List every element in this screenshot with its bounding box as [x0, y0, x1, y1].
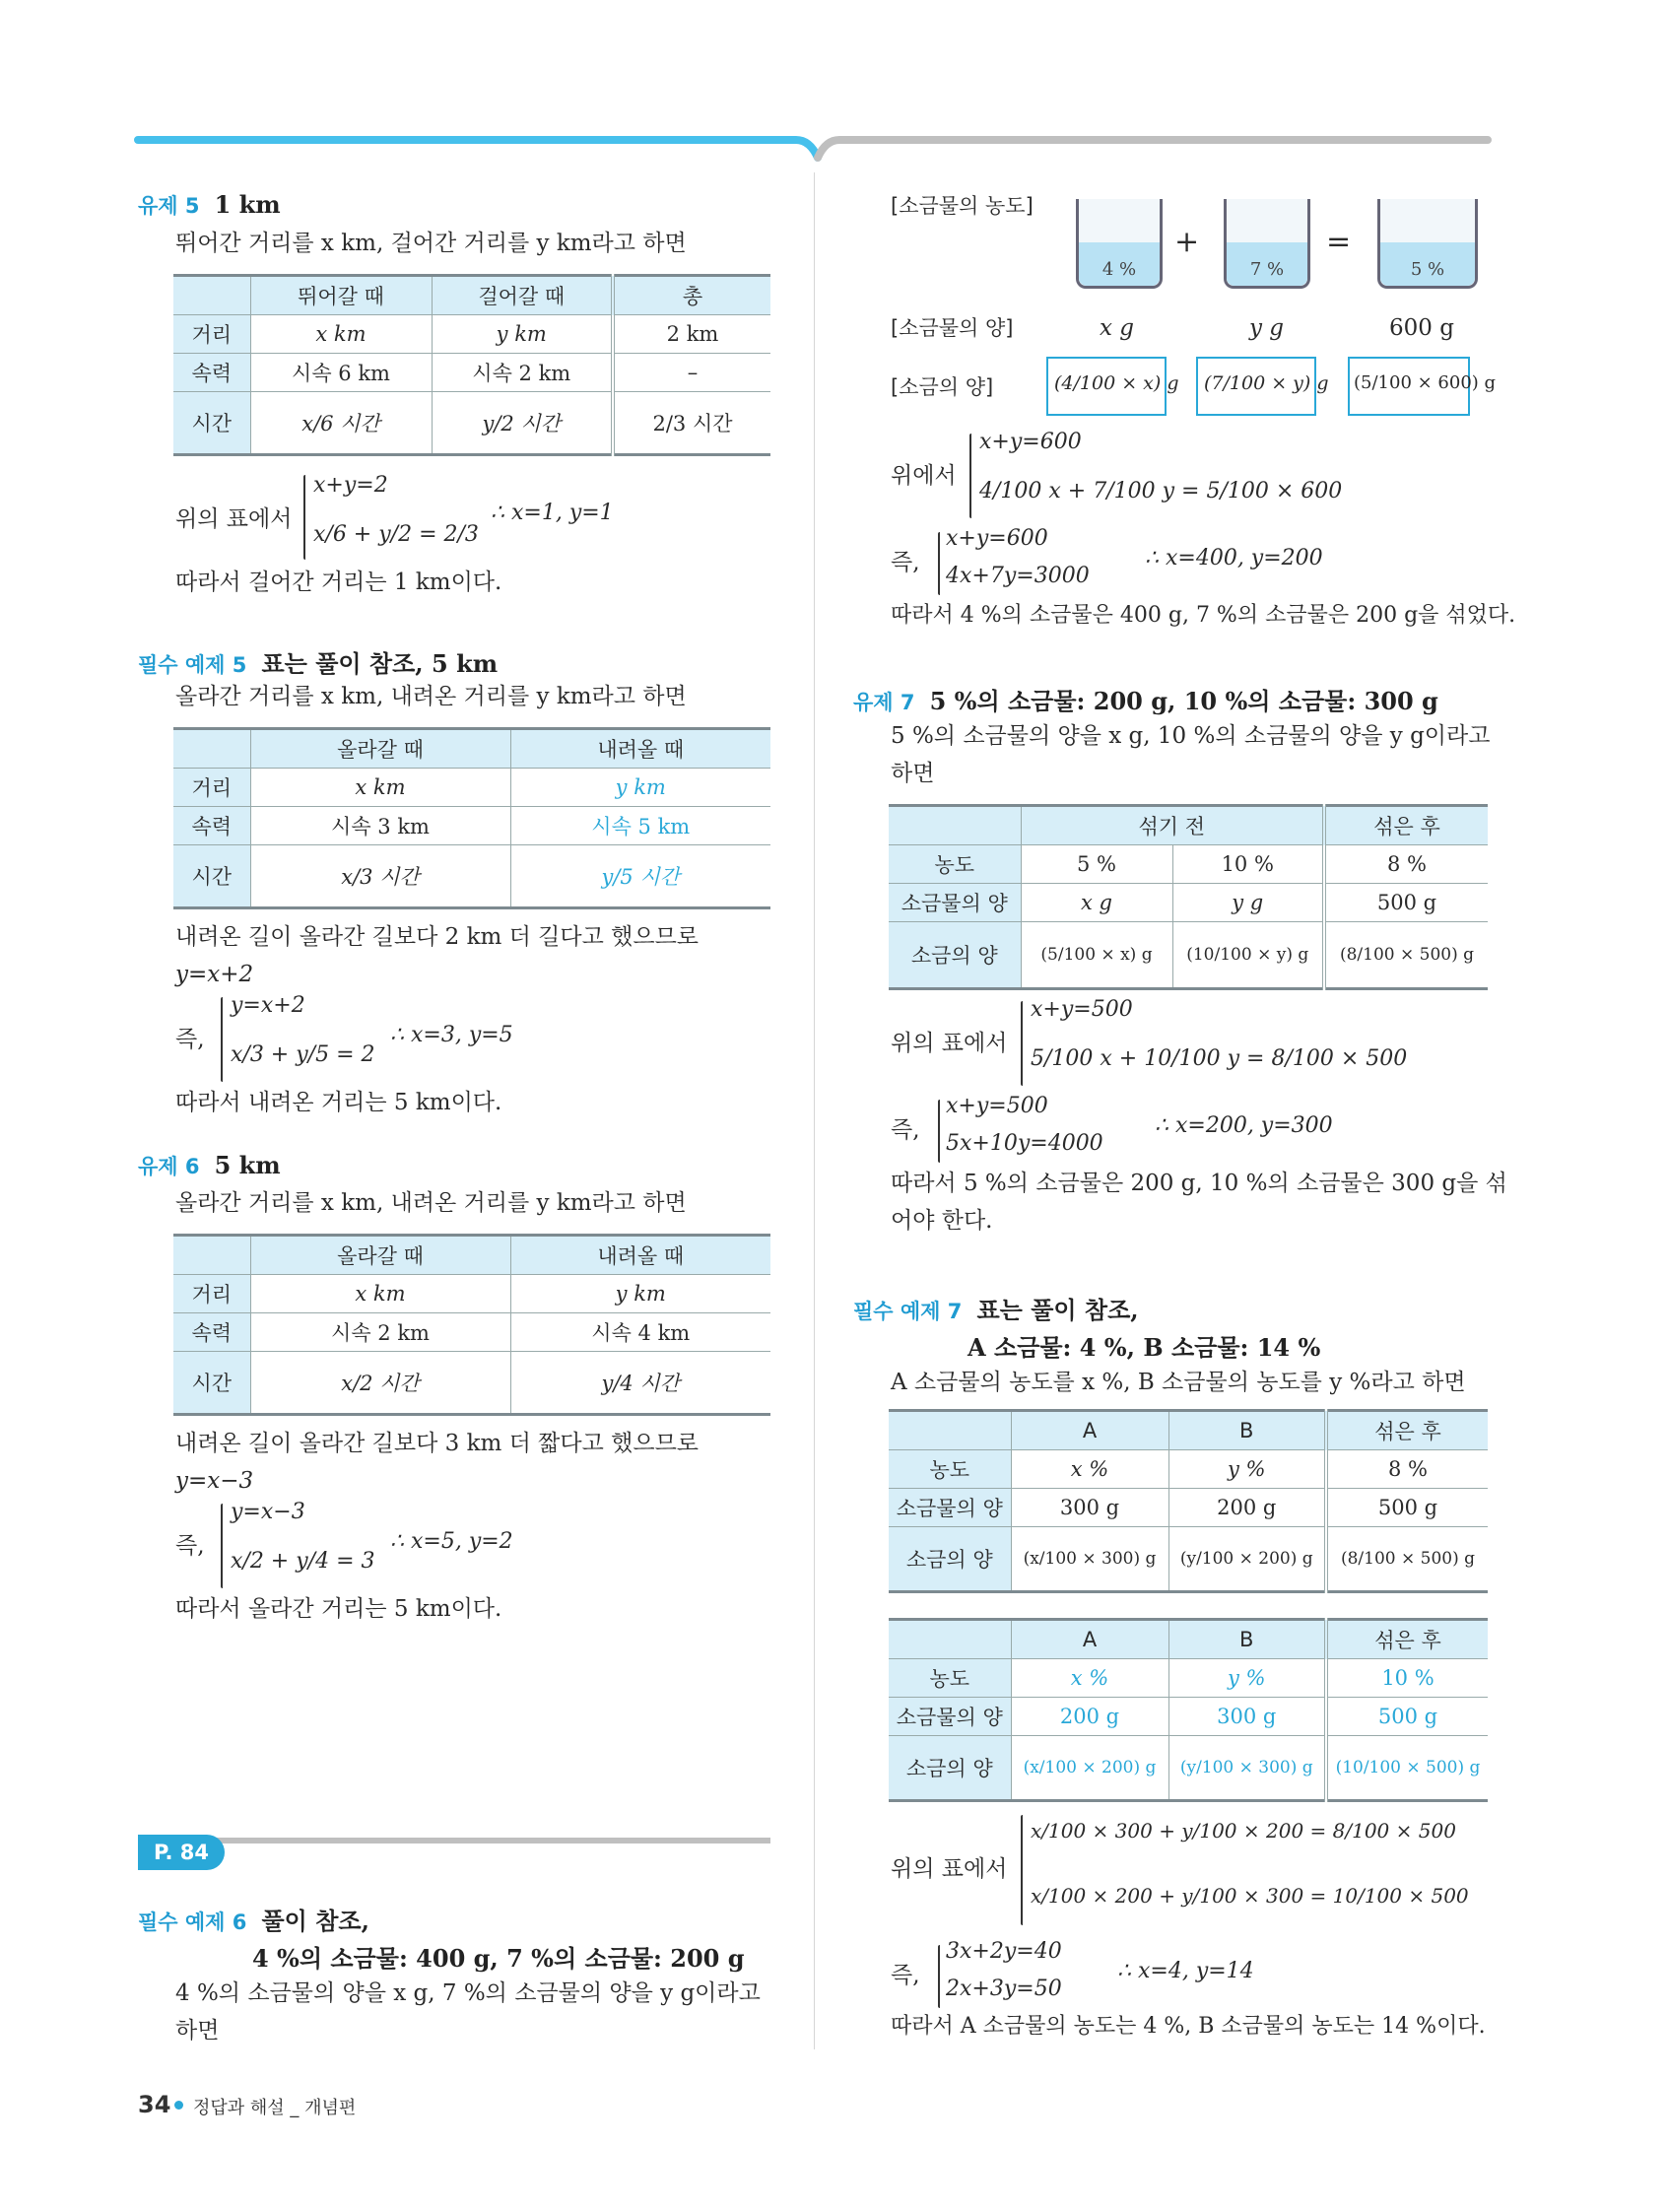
beaker-amount-b: y g — [1249, 315, 1285, 341]
req7-heading — [853, 1291, 1139, 1325]
req7-t2-r2-c1: (x/100 × 200) g — [1011, 1736, 1168, 1801]
req6-answer-line2: 4 %의 소금물: 400 g, 7 %의 소금물: 200 g — [252, 1944, 745, 1973]
ex5-r1-c2: 시속 2 km — [432, 354, 613, 392]
ex6-eq2: x/2 + y/4 = 3 — [231, 1549, 375, 1574]
ex6-heading — [138, 1151, 281, 1180]
req5-answer: 표는 풀이 참조, 5 km — [261, 649, 499, 678]
req5-label: 필수 예제 5 — [138, 653, 247, 677]
page-tab: P. 84 — [138, 1835, 225, 1870]
req7-conclusion: 따라서 A 소금물의 농도는 4 %, B 소금물의 농도는 14 %이다. — [891, 2014, 1486, 2039]
req5-r2-c2: y/5 시간 — [510, 845, 770, 908]
req7-eq3: 3x+2y=40 — [946, 1939, 1062, 1964]
req6-intro1: 4 %의 소금물의 양을 x g, 7 %의 소금물의 양을 y g이라고 — [175, 1980, 761, 2006]
ex7-r2-c2: (10/100 × y) g — [1172, 922, 1324, 989]
req5-r0-c1: x km — [250, 769, 510, 807]
beaker-result: ∴ x=400, y=200 — [1145, 546, 1323, 570]
req7-t1-th-2: B — [1168, 1411, 1326, 1450]
beaker-amount-mix: 600 g — [1389, 315, 1454, 341]
ex6-r2-c0: 시간 — [173, 1352, 250, 1415]
ex5-th-0 — [173, 276, 250, 315]
req7-t2-r0-c3: 10 % — [1326, 1659, 1488, 1698]
req5-r0-c2: y km — [510, 769, 770, 807]
ex6-table — [173, 1234, 770, 1416]
ex6-th-0 — [173, 1236, 250, 1275]
ex7-r0-c3: 8 % — [1324, 845, 1488, 884]
ex5-conclusion: 따라서 걸어간 거리는 1 km이다. — [175, 570, 502, 595]
beaker-mix — [1377, 199, 1478, 289]
ex5-eq2: x/6 + y/2 = 2/3 — [313, 522, 479, 547]
beaker-brace1 — [969, 434, 971, 518]
req7-t2-r0-c1: x % — [1011, 1659, 1168, 1698]
req6-intro2: 하면 — [175, 2018, 220, 2044]
req5-th-1: 올라갈 때 — [250, 729, 510, 769]
req7-t2-th-3: 섞은 후 — [1326, 1620, 1488, 1659]
req7-t2-th-0 — [889, 1620, 1011, 1659]
beaker-plus: + — [1174, 225, 1200, 259]
req7-t1-r2-c1: (x/100 × 300) g — [1011, 1527, 1168, 1592]
beaker-a — [1076, 199, 1163, 289]
ex6-th-1: 올라갈 때 — [250, 1236, 510, 1275]
req5-intro: 올라간 거리를 x km, 내려온 거리를 y km라고 하면 — [175, 684, 687, 709]
req7-answer-line1: 표는 풀이 참조, — [976, 1296, 1139, 1324]
req5-brace — [221, 997, 223, 1082]
ex7-eq4: 5x+10y=4000 — [946, 1131, 1103, 1156]
ex5-intro: 뛰어간 거리를 x km, 걸어간 거리를 y km라고 하면 — [175, 231, 687, 256]
req7-t1-r0-c3: 8 % — [1326, 1450, 1488, 1489]
ex7-table — [889, 804, 1488, 990]
beaker-conclusion: 따라서 4 %의 소금물은 400 g, 7 %의 소금물은 200 g을 섞었다. — [891, 603, 1516, 628]
footer-page-number: 34 — [138, 2091, 171, 2118]
req5-th-0 — [173, 729, 250, 769]
req7-t2-r1-c3: 500 g — [1326, 1698, 1488, 1736]
ex7-r0-c1: 5 % — [1021, 845, 1172, 884]
req5-heading — [138, 644, 498, 679]
req7-t1-r1-c0: 소금물의 양 — [889, 1489, 1011, 1527]
ex7-conclusion1: 따라서 5 %의 소금물은 200 g, 10 %의 소금물은 300 g을 섞 — [891, 1171, 1507, 1196]
req7-table1 — [889, 1409, 1488, 1593]
ex6-line2: y=x−3 — [175, 1468, 254, 1494]
ex7-eq1: x+y=500 — [1031, 997, 1133, 1022]
beaker-eq1: x+y=600 — [979, 430, 1082, 454]
header-band — [0, 0, 1668, 177]
req7-t2-r1-c0: 소금물의 양 — [889, 1698, 1011, 1736]
ex5-label: 유제 5 — [138, 194, 200, 218]
ex5-r2-c0: 시간 — [173, 392, 250, 455]
req5-sys-prefix: 즉, — [175, 1027, 205, 1052]
req5-th-2: 내려올 때 — [510, 729, 770, 769]
ex6-label: 유제 6 — [138, 1155, 200, 1178]
ex5-r0-c2: y km — [432, 315, 613, 354]
ex6-result: ∴ x=5, y=2 — [390, 1529, 513, 1554]
ex5-heading — [138, 190, 281, 220]
req7-t1-r0-c1: x % — [1011, 1450, 1168, 1489]
ex6-brace — [221, 1504, 223, 1588]
req7-t2-r0-c2: y % — [1168, 1659, 1326, 1698]
ex7-r0-c0: 농도 — [889, 845, 1021, 884]
ex6-r2-c2: y/4 시간 — [510, 1352, 770, 1415]
ex7-eq2: 5/100 x + 10/100 y = 8/100 × 500 — [1031, 1046, 1408, 1071]
req7-t1-r1-c1: 300 g — [1011, 1489, 1168, 1527]
ex7-r1-c0: 소금물의 양 — [889, 884, 1021, 922]
ex5-r2-c3: 2/3 시간 — [613, 392, 770, 455]
req7-t1-th-1: A — [1011, 1411, 1168, 1450]
beaker-a-pct: 4 % — [1101, 259, 1137, 280]
req5-r1-c0: 속력 — [173, 807, 250, 845]
req7-result: ∴ x=4, y=14 — [1117, 1959, 1254, 1983]
ex6-answer: 5 km — [214, 1151, 281, 1179]
req7-t2-r0-c0: 농도 — [889, 1659, 1011, 1698]
ex7-intro1: 5 %의 소금물의 양을 x g, 10 %의 소금물의 양을 y g이라고 — [891, 723, 1491, 749]
ex6-r0-c1: x km — [250, 1275, 510, 1313]
req7-intro: A 소금물의 농도를 x %, B 소금물의 농도를 y %라고 하면 — [891, 1370, 1466, 1395]
ex6-conclusion: 따라서 올라간 거리는 5 km이다. — [175, 1596, 502, 1622]
footer-dot — [174, 2101, 183, 2110]
ex5-sys-prefix: 위의 표에서 — [175, 506, 293, 532]
req5-eq2: x/3 + y/5 = 2 — [231, 1042, 375, 1067]
beaker-eq4: 4x+7y=3000 — [946, 564, 1090, 588]
ex5-r0-c1: x km — [250, 315, 432, 354]
ex5-r0-c0: 거리 — [173, 315, 250, 354]
req7-t2-th-2: B — [1168, 1620, 1326, 1659]
req6-heading — [138, 1902, 369, 1936]
ex7-r1-c1: x g — [1021, 884, 1172, 922]
ex7-th-2: 섞은 후 — [1324, 806, 1488, 845]
ex7-result: ∴ x=200, y=300 — [1155, 1113, 1333, 1138]
ex7-sys2-prefix: 즉, — [891, 1117, 920, 1143]
beaker-b — [1224, 199, 1310, 289]
req7-t2-r2-c3: (10/100 × 500) g — [1326, 1736, 1488, 1801]
req7-t2-r1-c2: 300 g — [1168, 1698, 1326, 1736]
req7-eq1: x/100 × 300 + y/100 × 200 = 8/100 × 500 — [1031, 1819, 1456, 1843]
ex6-r0-c2: y km — [510, 1275, 770, 1313]
req5-line1: 내려온 길이 올라간 길보다 2 km 더 길다고 했으므로 — [175, 924, 700, 950]
ex7-brace2 — [938, 1100, 940, 1163]
req7-t1-r2-c0: 소금의 양 — [889, 1527, 1011, 1592]
ex5-r1-c3: – — [613, 354, 770, 392]
req5-table — [173, 727, 770, 909]
beaker-amount-a: x g — [1100, 315, 1135, 341]
req7-t1-r2-c3: (8/100 × 500) g — [1326, 1527, 1488, 1592]
req7-t1-th-3: 섞은 후 — [1326, 1411, 1488, 1450]
req5-r2-c0: 시간 — [173, 845, 250, 908]
ex7-r2-c3: (8/100 × 500) g — [1324, 922, 1488, 989]
ex7-th-1: 섞기 전 — [1021, 806, 1324, 845]
req7-brace1 — [1021, 1815, 1023, 1925]
salt-a: (4/100 × x) g — [1054, 372, 1179, 394]
req7-eq4: 2x+3y=50 — [946, 1977, 1062, 2001]
ex5-r1-c0: 속력 — [173, 354, 250, 392]
ex7-r0-c2: 10 % — [1172, 845, 1324, 884]
ex7-heading — [853, 682, 1438, 716]
ex7-r2-c1: (5/100 × x) g — [1021, 922, 1172, 989]
ex6-r1-c2: 시속 4 km — [510, 1313, 770, 1352]
req7-t1-th-0 — [889, 1411, 1011, 1450]
beaker-amount-label: [소금물의 양] — [891, 316, 1014, 340]
beaker-equals: = — [1326, 225, 1352, 259]
ex6-r1-c1: 시속 2 km — [250, 1313, 510, 1352]
req7-t1-r2-c2: (y/100 × 200) g — [1168, 1527, 1326, 1592]
salt-b: (7/100 × y) g — [1204, 372, 1329, 394]
footer-title: 정답과 해설 _ 개념편 — [193, 2098, 357, 2118]
column-divider — [814, 172, 815, 2049]
ex6-r2-c1: x/2 시간 — [250, 1352, 510, 1415]
req7-t1-r0-c0: 농도 — [889, 1450, 1011, 1489]
ex5-th-3: 총 — [613, 276, 770, 315]
ex6-sys-prefix: 즉, — [175, 1533, 205, 1559]
req7-t2-r1-c1: 200 g — [1011, 1698, 1168, 1736]
req7-t2-th-1: A — [1011, 1620, 1168, 1659]
ex5-r2-c2: y/2 시간 — [432, 392, 613, 455]
req7-t1-r1-c3: 500 g — [1326, 1489, 1488, 1527]
beaker-sys2-prefix: 즉, — [891, 550, 920, 575]
ex7-conclusion2: 어야 한다. — [891, 1208, 993, 1234]
ex7-r2-c0: 소금의 양 — [889, 922, 1021, 989]
beaker-mix-pct: 5 % — [1410, 259, 1445, 280]
req5-r0-c0: 거리 — [173, 769, 250, 807]
ex5-th-2: 걸어갈 때 — [432, 276, 613, 315]
ex7-r1-c2: y g — [1172, 884, 1324, 922]
req7-t2-r2-c2: (y/100 × 300) g — [1168, 1736, 1326, 1801]
req7-brace2 — [938, 1945, 940, 2008]
req5-r1-c1: 시속 3 km — [250, 807, 510, 845]
ex5-result: ∴ x=1, y=1 — [491, 501, 614, 525]
req7-t1-r0-c2: y % — [1168, 1450, 1326, 1489]
beaker-brace2 — [938, 532, 940, 595]
ex5-eq1: x+y=2 — [313, 473, 388, 498]
ex6-line1: 내려온 길이 올라간 길보다 3 km 더 짧다고 했으므로 — [175, 1431, 700, 1456]
req5-result: ∴ x=3, y=5 — [390, 1023, 513, 1047]
ex6-intro: 올라간 거리를 x km, 내려온 거리를 y km라고 하면 — [175, 1190, 687, 1216]
ex5-th-1: 뛰어갈 때 — [250, 276, 432, 315]
ex6-eq1: y=x−3 — [231, 1500, 305, 1524]
page-tab-rule — [138, 1838, 770, 1843]
req7-t1-r1-c2: 200 g — [1168, 1489, 1326, 1527]
req7-label: 필수 예제 7 — [853, 1300, 963, 1323]
ex7-r1-c3: 500 g — [1324, 884, 1488, 922]
ex6-th-2: 내려올 때 — [510, 1236, 770, 1275]
req5-eq1: y=x+2 — [231, 993, 305, 1018]
salt-mix: (5/100 × 600) g — [1354, 372, 1497, 393]
req7-sys-prefix: 위의 표에서 — [891, 1856, 1008, 1882]
ex5-table — [173, 274, 770, 456]
ex6-r1-c0: 속력 — [173, 1313, 250, 1352]
ex6-r0-c0: 거리 — [173, 1275, 250, 1313]
req5-r1-c2: 시속 5 km — [510, 807, 770, 845]
beaker-b-pct: 7 % — [1249, 259, 1285, 280]
req7-answer-line2: A 소금물: 4 %, B 소금물: 14 % — [967, 1333, 1321, 1362]
ex7-eq3: x+y=500 — [946, 1094, 1048, 1118]
req7-eq2: x/100 × 200 + y/100 × 300 = 10/100 × 500 — [1031, 1884, 1469, 1908]
ex7-sys-prefix: 위의 표에서 — [891, 1031, 1008, 1056]
ex5-r1-c1: 시속 6 km — [250, 354, 432, 392]
ex7-th-0 — [889, 806, 1021, 845]
req7-t2-r2-c0: 소금의 양 — [889, 1736, 1011, 1801]
ex5-r2-c1: x/6 시간 — [250, 392, 432, 455]
ex7-intro2: 하면 — [891, 761, 935, 786]
beaker-eq2: 4/100 x + 7/100 y = 5/100 × 600 — [979, 479, 1343, 503]
ex5-r0-c3: 2 km — [613, 315, 770, 354]
req7-table2 — [889, 1618, 1488, 1802]
req6-answer-line1: 풀이 참조, — [261, 1907, 369, 1935]
req7-sys2-prefix: 즉, — [891, 1963, 920, 1988]
req5-conclusion: 따라서 내려온 거리는 5 km이다. — [175, 1090, 502, 1115]
ex7-label: 유제 7 — [853, 691, 915, 714]
req5-line2: y=x+2 — [175, 962, 254, 987]
ex5-brace — [303, 475, 305, 560]
ex7-answer: 5 %의 소금물: 200 g, 10 %의 소금물: 300 g — [929, 687, 1438, 715]
beaker-conc-label: [소금물의 농도] — [891, 194, 1034, 218]
req6-label: 필수 예제 6 — [138, 1910, 247, 1934]
ex5-answer: 1 km — [214, 190, 281, 219]
beaker-eq3: x+y=600 — [946, 526, 1048, 551]
ex7-brace1 — [1021, 1001, 1023, 1086]
beaker-sys-prefix: 위에서 — [891, 463, 957, 489]
req5-r2-c1: x/3 시간 — [250, 845, 510, 908]
beaker-salt-label: [소금의 양] — [891, 375, 994, 399]
